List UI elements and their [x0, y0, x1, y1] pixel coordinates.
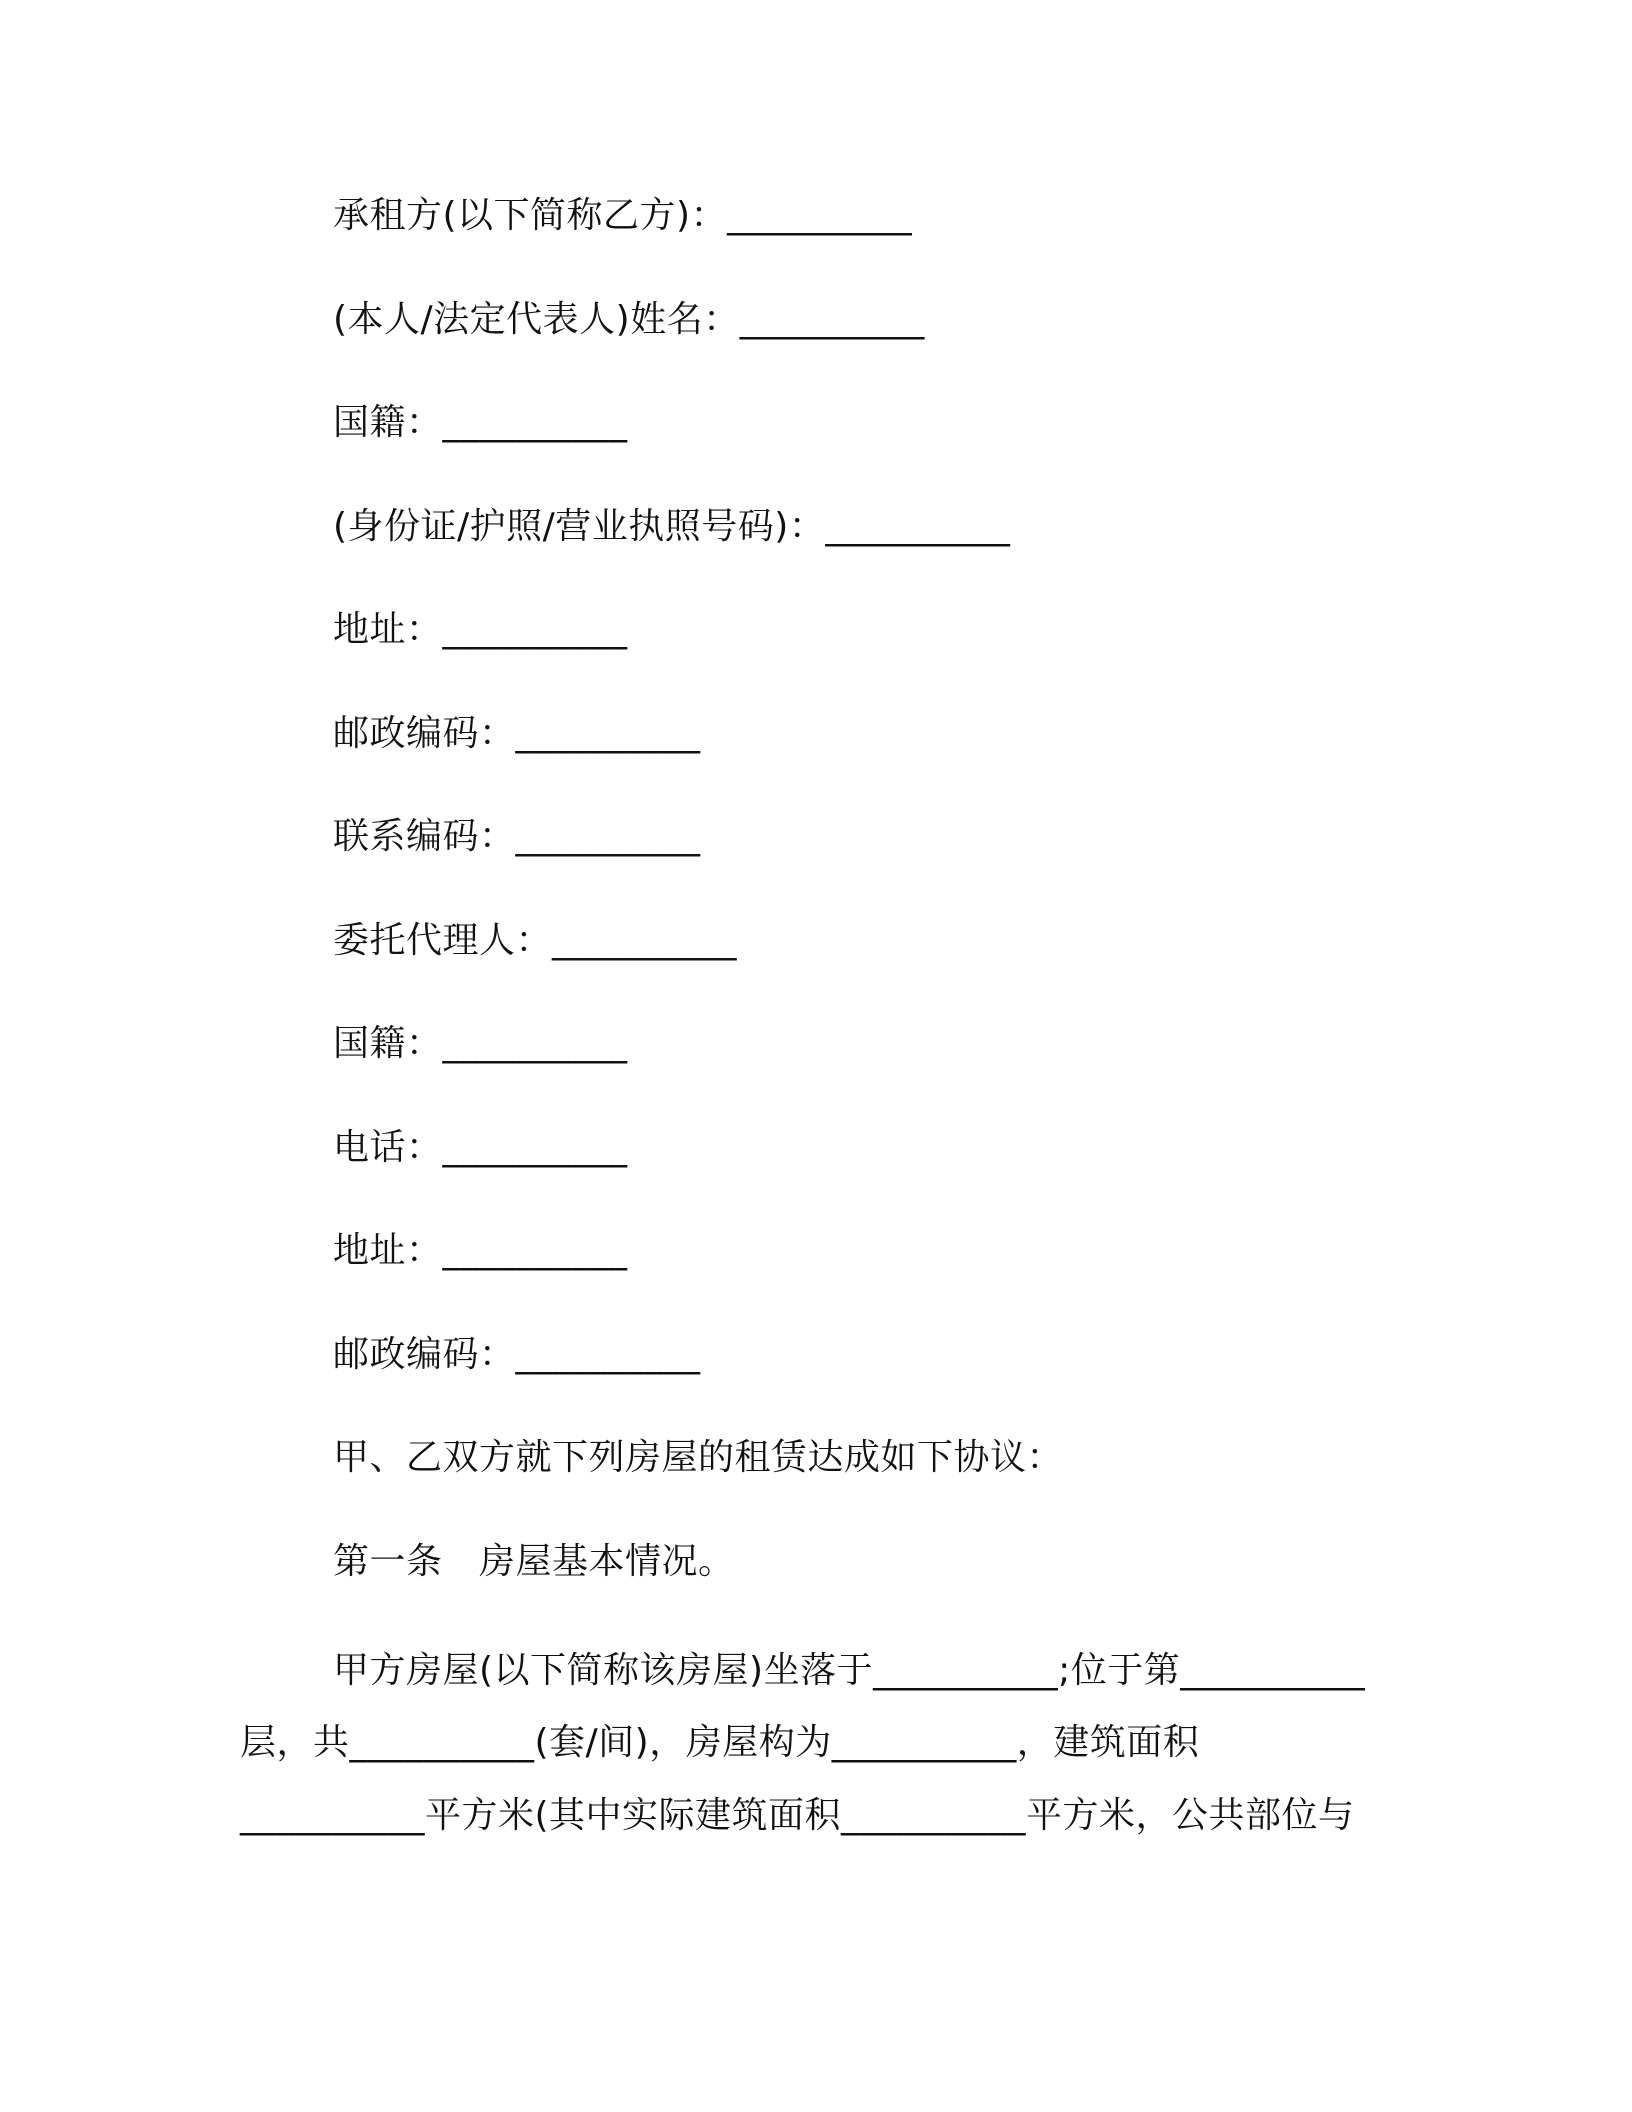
agent-line: 委托代理人：__________: [333, 920, 738, 961]
property-floor-line: 层，共__________(套/间)，房屋构为__________，建筑面积: [240, 1722, 1200, 1763]
address-line: 地址：__________: [333, 609, 628, 650]
id-number-line: (身份证/护照/营业执照号码)：__________: [333, 506, 1011, 547]
agreement-intro-line: 甲、乙双方就下列房屋的租赁达成如下协议：: [333, 1437, 1064, 1478]
property-location-line: 甲方房屋(以下简称该房屋)坐落于__________;位于第__________: [333, 1650, 1366, 1691]
postal-code-line: 邮政编码：__________: [333, 713, 701, 754]
contact-code-line: 联系编码：__________: [333, 816, 701, 857]
agent-nationality-line: 国籍：__________: [333, 1023, 628, 1064]
agent-postal-code-line: 邮政编码：__________: [333, 1334, 701, 1375]
agent-address-line: 地址：__________: [333, 1230, 628, 1271]
lessee-line: 承租方(以下简称乙方)：__________: [333, 195, 913, 236]
phone-line: 电话：__________: [333, 1127, 628, 1168]
nationality-line: 国籍：__________: [333, 402, 628, 443]
representative-name-line: (本人/法定代表人)姓名：__________: [333, 299, 925, 340]
article-one-heading: 第一条 房屋基本情况。: [333, 1541, 735, 1582]
property-area-line: __________平方米(其中实际建筑面积__________平方米，公共部位与: [240, 1795, 1355, 1836]
